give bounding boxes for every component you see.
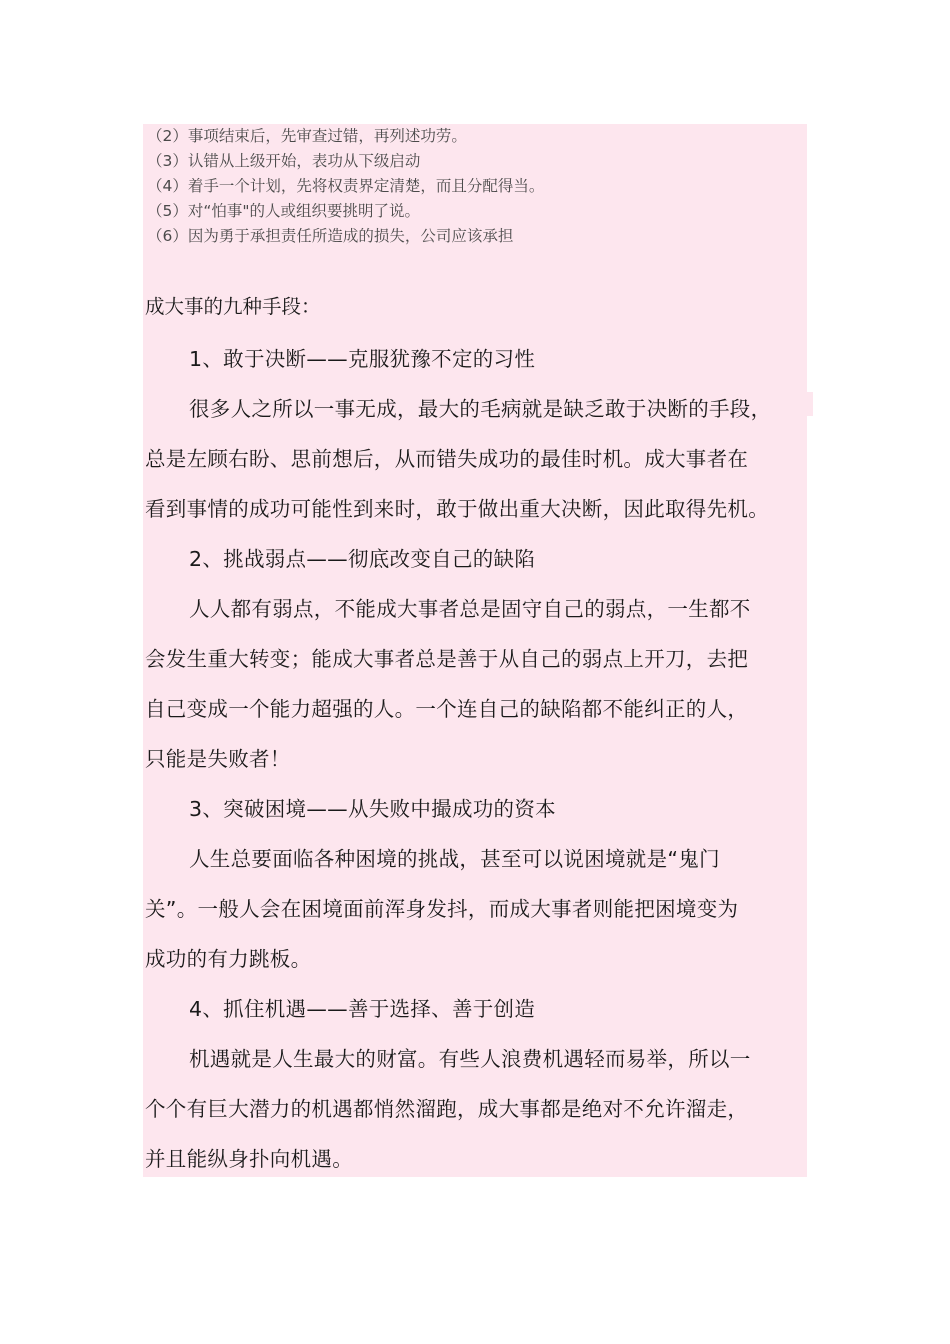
paragraph-line: 成功的有力跳板。 (145, 947, 312, 971)
paragraph-line: 机遇就是人生最大的财富。有些人浪费机遇轻而易举，所以一 (189, 1047, 751, 1071)
responsibility-list (147, 124, 797, 249)
methods-content (145, 334, 810, 1184)
list-item: （6）因为勇于承担责任所造成的损失，公司应该承担 (147, 227, 514, 245)
list-item: （2）事项结束后，先审查过错，再列述功劳。 (147, 127, 467, 145)
paragraph-line: 很多人之所以一事无成，最大的毛病就是缺乏敢于决断的手段， (189, 397, 772, 421)
method-heading-4: 4、抓住机遇——善于选择、善于创造 (189, 997, 536, 1021)
paragraph-line: 看到事情的成功可能性到来时，敢于做出重大决断，因此取得先机。 (145, 497, 769, 521)
list-item: （4）着手一个计划，先将权责界定清楚，而且分配得当。 (147, 177, 545, 195)
section-title: 成大事的九种手段： (145, 295, 321, 318)
method-heading-2: 2、挑战弱点——彻底改变自己的缺陷 (189, 547, 536, 571)
method-heading-3: 3、突破困境——从失败中撮成功的资本 (189, 797, 556, 821)
list-item: （3）认错从上级开始，表功从下级启动 (147, 152, 421, 170)
method-heading-1: 1、敢于决断——克服犹豫不定的习性 (189, 347, 536, 371)
list-item: （5）对“怕事"的人或组织要挑明了说。 (147, 202, 421, 220)
paragraph-line: 总是左顾右盼、思前想后，从而错失成功的最佳时机。成大事者在 (145, 447, 749, 471)
paragraph-line: 关”。一般人会在困境面前浑身发抖，而成大事者则能把困境变为 (145, 897, 739, 921)
paragraph-line: 人人都有弱点，不能成大事者总是固守自己的弱点，一生都不 (189, 597, 751, 621)
paragraph-line: 人生总要面临各种困境的挑战，甚至可以说困境就是“鬼门 (189, 847, 720, 871)
paragraph-line: 并且能纵身扑向机遇。 (145, 1147, 353, 1171)
paragraph-line: 自己变成一个能力超强的人。一个连自己的缺陷都不能纠正的人， (145, 697, 749, 721)
paragraph-line: 个个有巨大潜力的机遇都悄然溜跑，成大事都是绝对不允许溜走， (145, 1097, 749, 1121)
paragraph-line: 会发生重大转变；能成大事者总是善于从自己的弱点上开刀，去把 (145, 647, 749, 671)
paragraph-line: 只能是失败者！ (145, 747, 291, 771)
